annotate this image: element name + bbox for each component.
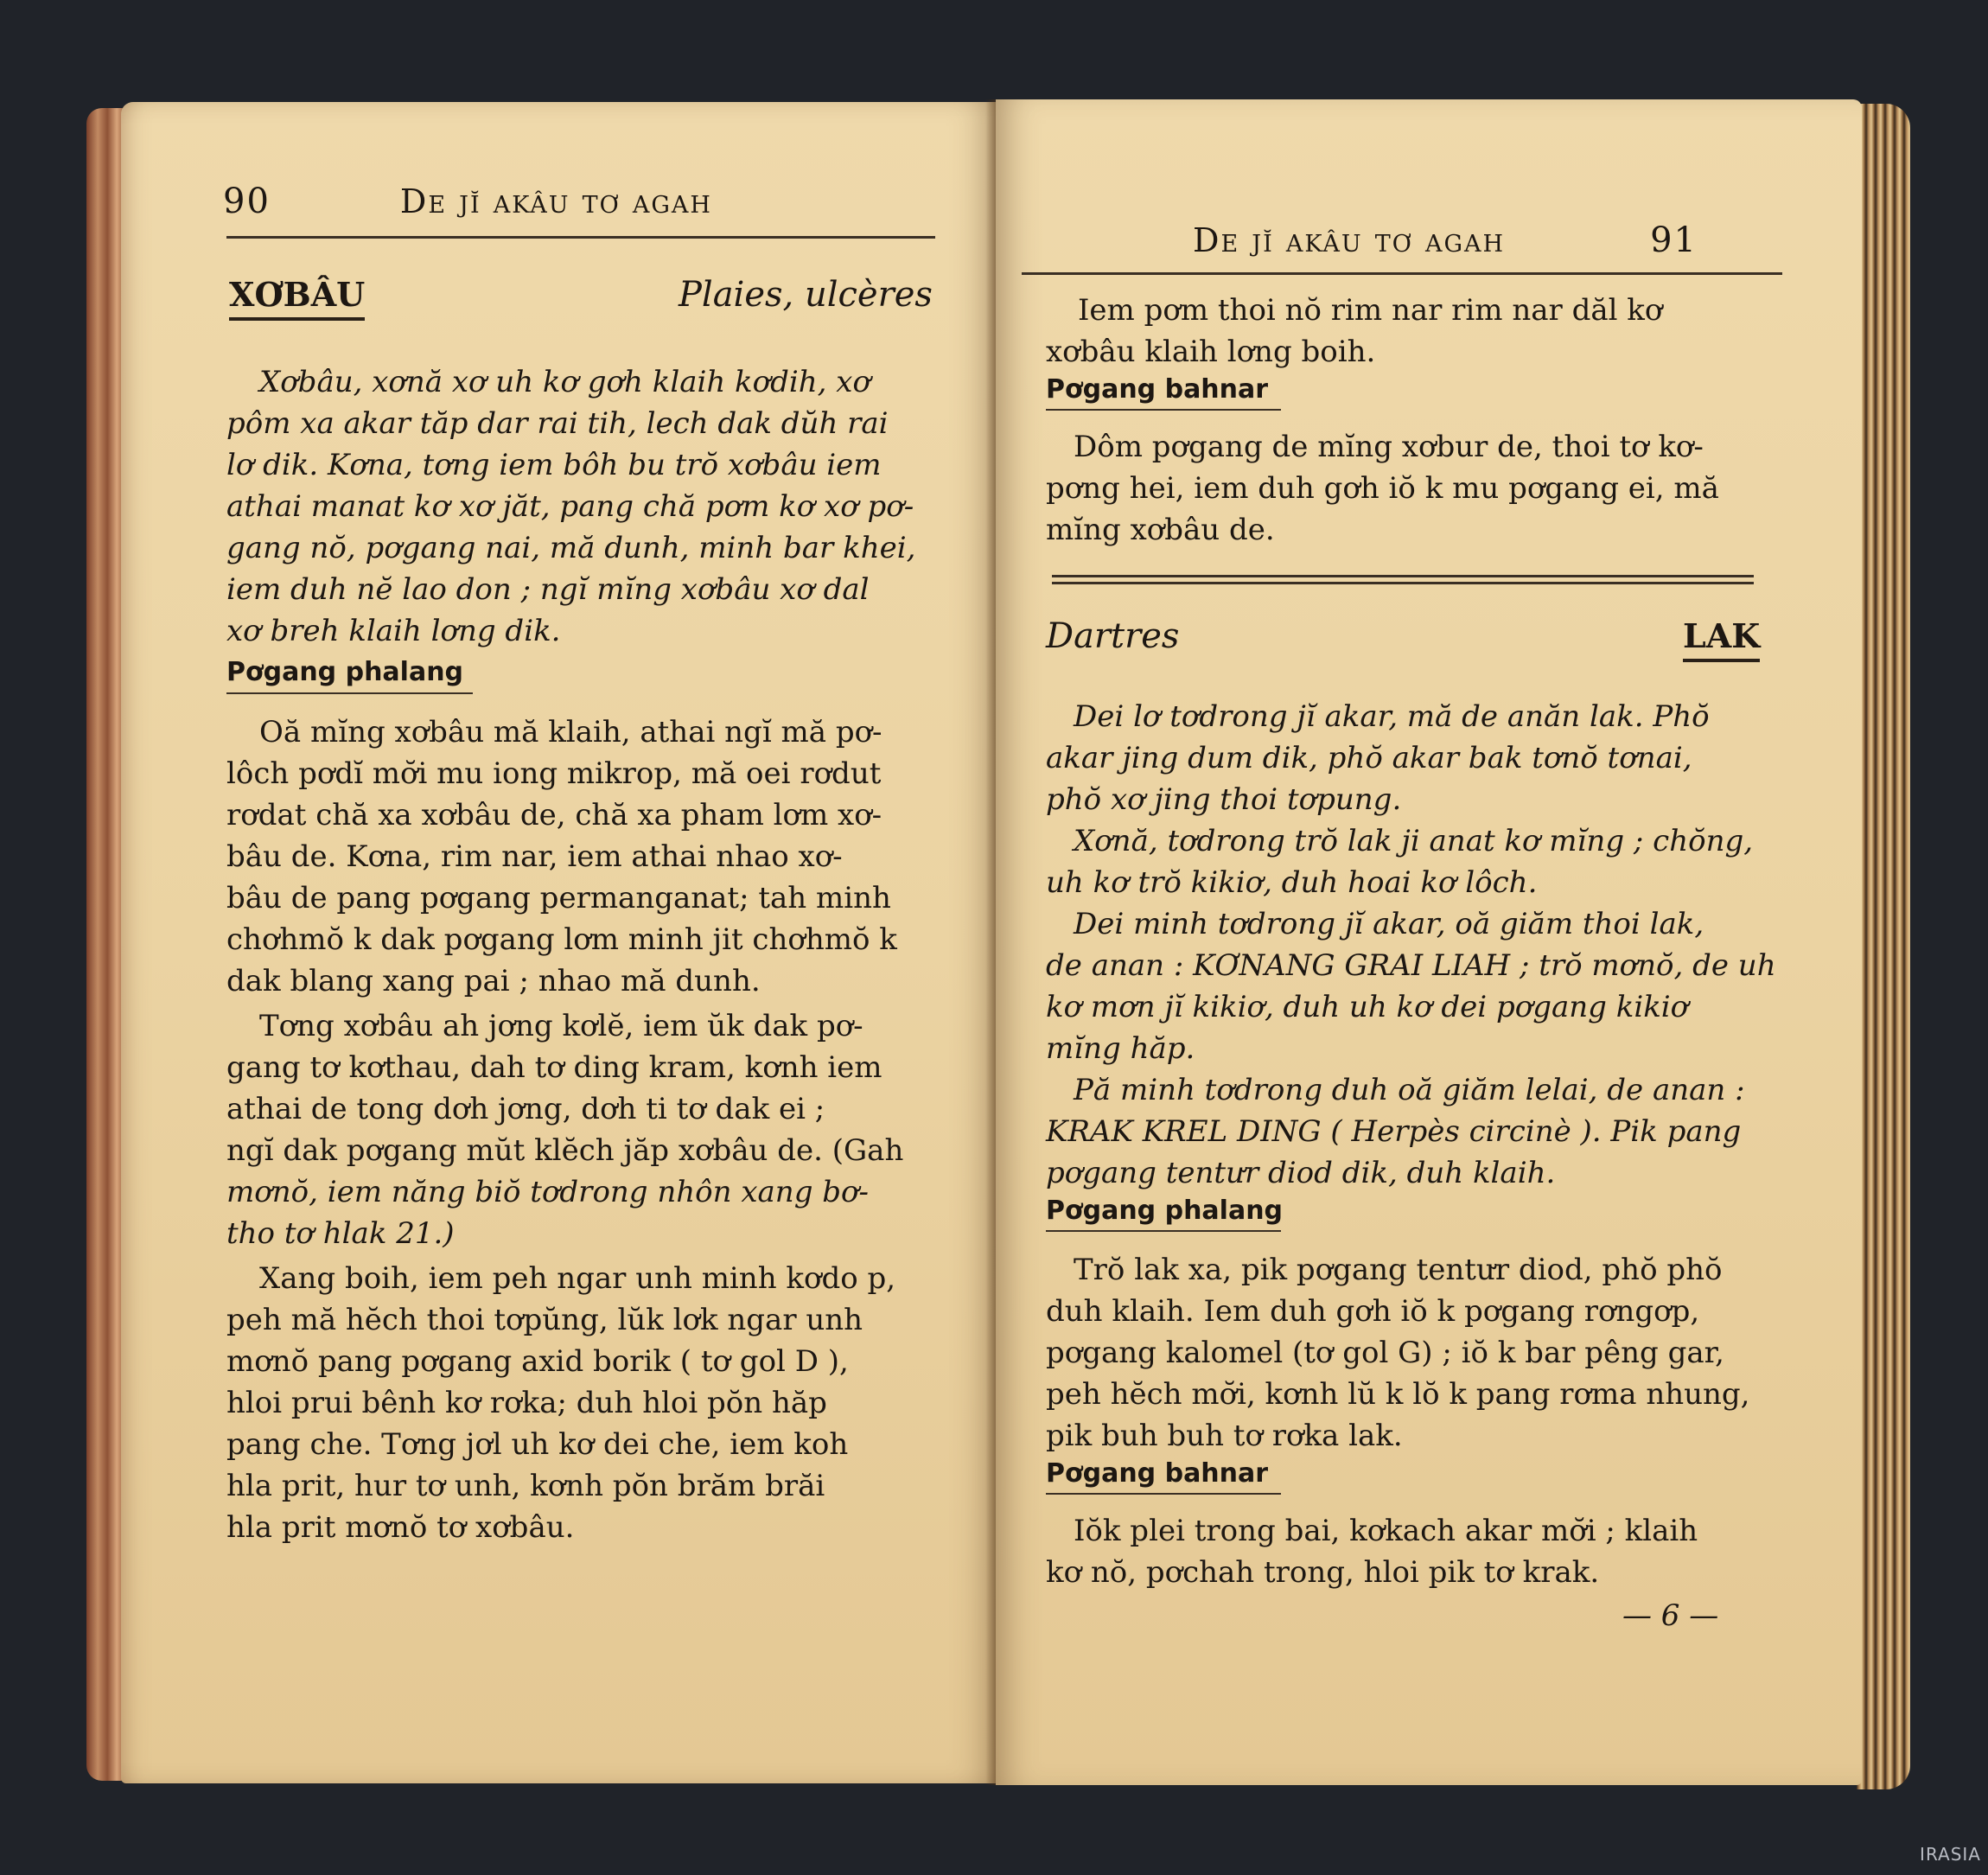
right-header-rule bbox=[1022, 272, 1782, 275]
left-header-rule bbox=[226, 236, 935, 239]
subheading-underline bbox=[1046, 1230, 1281, 1232]
left-page-number: 90 bbox=[223, 182, 271, 221]
right-running-title: De jĭ akâu tơ agah bbox=[1193, 221, 1506, 259]
text-line: phŏ xơ jing thoi tơpung. bbox=[1046, 782, 1402, 817]
text-line: bâu de pang pơgang permanganat; tah minh bbox=[226, 881, 891, 915]
text-line: mơnŏ pang pơgang axid borik ( tơ gol D ), bbox=[226, 1344, 849, 1379]
text-line: lơ dik. Kơna, tơng iem bôh bu trŏ xơbâu iem bbox=[226, 448, 882, 482]
section-divider bbox=[1052, 575, 1754, 590]
left-page bbox=[121, 102, 996, 1783]
text-line: hla prit, hur tơ unh, kơnh pŏn brăm brăi bbox=[226, 1469, 825, 1503]
text-line: athai de tong dơh jơng, dơh ti tơ dak ei ; bbox=[226, 1092, 825, 1126]
text-line: Xơbâu, xơnă xơ uh kơ gơh klaih kơdih, xơ bbox=[259, 365, 870, 399]
text-line: Trŏ lak xa, pik pơgang tentưr diod, phŏ phŏ bbox=[1074, 1253, 1723, 1287]
text-line: Xang boih, iem peh ngar unh minh kơdo p, bbox=[259, 1261, 896, 1296]
text-line: pơgang kalomel (tơ gol G) ; iŏ k bar pêng gar, bbox=[1046, 1336, 1724, 1370]
text-line: akar jing dum dik, phŏ akar bak tơnŏ tơnai, bbox=[1046, 741, 1692, 775]
text-line: iem duh nĕ lao don ; ngĭ mĭng xơbâu xơ dal bbox=[226, 572, 870, 607]
text-line: Oă mĭng xơbâu mă klaih, athai ngĭ mă pơ- bbox=[259, 715, 882, 749]
section-title-dartres: Dartres bbox=[1046, 616, 1180, 656]
text-line: xơbâu klaih lơng boih. bbox=[1046, 335, 1376, 369]
text-line: mơnŏ, iem năng biŏ tơdrong nhôn xang bơ- bbox=[226, 1175, 869, 1209]
book-edge-left bbox=[86, 108, 124, 1781]
text-line: de anan : KƠNANG GRAI LIAH ; trŏ mơnŏ, de uh bbox=[1046, 948, 1776, 983]
text-line: Dei minh tơdrong jĭ akar, oă giăm thoi lak, bbox=[1074, 907, 1704, 941]
text-line: ngĭ dak pơgang mŭt klĕch jăp xơbâu de. (Gah bbox=[226, 1133, 904, 1168]
book-edge-right bbox=[1857, 104, 1910, 1789]
text-line: chơhmŏ k dak pơgang lơm minh jit chơhmŏ k bbox=[226, 922, 897, 957]
subheading-underline bbox=[226, 692, 473, 694]
subheading-pogang-phalang: Pơgang phalang bbox=[1046, 1196, 1284, 1226]
left-header bbox=[223, 182, 712, 221]
text-line: Dôm pơgang de mĭng xơbur de, thoi tơ kơ- bbox=[1074, 430, 1704, 464]
text-line: xơ breh klaih lơng dik. bbox=[226, 614, 561, 648]
right-header bbox=[1193, 220, 1698, 260]
text-line: Xơnă, tơdrong trŏ lak ji anat kơ mĭng ; chŏng, bbox=[1074, 824, 1754, 858]
subheading-pogang-phalang: Pơgang phalang bbox=[226, 657, 464, 687]
text-line: Iŏk plei trong bai, kơkach akar mơ̆i ; klaih bbox=[1074, 1514, 1698, 1548]
subheading-underline bbox=[1046, 409, 1281, 411]
text-line: tho tơ hlak 21.) bbox=[226, 1216, 455, 1251]
right-page-number: 91 bbox=[1650, 220, 1698, 260]
text-line: hla prit mơnŏ tơ xơbâu. bbox=[226, 1510, 575, 1545]
printer-signature: — 6 — bbox=[1622, 1598, 1719, 1633]
text-line: Dei lơ tơdrong jĭ akar, mă de anăn lak. Phŏ bbox=[1074, 699, 1710, 734]
text-line: peh hĕch mơ̆i, kơnh lŭ k lŏ k pang rơma nhung, bbox=[1046, 1377, 1750, 1412]
text-line: mĭng hăp. bbox=[1046, 1031, 1195, 1066]
text-line: mĭng xơbâu de. bbox=[1046, 513, 1275, 547]
text-line: kơ mơn jĭ kikiơ, duh uh kơ dei pơgang kikiơ bbox=[1046, 990, 1689, 1024]
text-line: pơng hei, iem duh gơh iŏ k mu pơgang ei, mă bbox=[1046, 471, 1719, 506]
text-line: athai manat kơ xơ jăt, pang chă pơm kơ xơ pơ- bbox=[226, 489, 914, 524]
text-line: hloi prui bênh kơ rơka; duh hloi pŏn hăp bbox=[226, 1386, 827, 1420]
text-line: pang che. Tơng jơl uh kơ dei che, iem koh bbox=[226, 1427, 849, 1462]
left-running-title: De jĭ akâu tơ agah bbox=[399, 182, 712, 220]
text-line: peh mă hĕch thoi tơpŭng, lŭk lơk ngar unh bbox=[226, 1303, 863, 1337]
subheading-pogang-bahnar: Pơgang bahnar bbox=[1046, 374, 1269, 405]
text-line: Tơng xơbâu ah jơng kơlĕ, iem ŭk dak pơ- bbox=[259, 1009, 863, 1043]
watermark: IRASIA bbox=[1920, 1844, 1981, 1865]
text-line: kơ nŏ, pơchah trong, hloi pik tơ krak. bbox=[1046, 1555, 1600, 1590]
section-title-lak: LAK bbox=[1683, 616, 1760, 662]
subheading-underline bbox=[1046, 1493, 1281, 1495]
text-line: gang tơ kơthau, dah tơ ding kram, kơnh iem bbox=[226, 1050, 882, 1085]
text-line: dak blang xang pai ; nhao mă dunh. bbox=[226, 964, 761, 998]
text-line: pơgang tentưr diod dik, duh klaih. bbox=[1046, 1156, 1556, 1190]
text-line: uh kơ trŏ kikiơ, duh hoai kơ lôch. bbox=[1046, 865, 1538, 900]
text-line: Iem pơm thoi nŏ rim nar rim nar dăl kơ bbox=[1078, 293, 1663, 328]
right-page bbox=[996, 99, 1862, 1785]
section-title-xobau: XƠBÂU bbox=[229, 275, 365, 321]
text-line: rơdat chă xa xơbâu de, chă xa pham lơm xơ- bbox=[226, 798, 882, 832]
text-line: pik buh buh tơ rơka lak. bbox=[1046, 1419, 1403, 1453]
text-line: Pă minh tơdrong duh oă giăm lelai, de anan : bbox=[1074, 1073, 1745, 1107]
text-line: pôm xa akar tăp dar rai tih, lech dak dŭh rai bbox=[226, 406, 889, 441]
text-line: gang nŏ, pơgang nai, mă dunh, minh bar khei, bbox=[226, 531, 916, 565]
text-line: KRAK KREL DING ( Herpès circinè ). Pik pang bbox=[1046, 1114, 1742, 1149]
section-title-plaies: Plaies, ulcères bbox=[679, 275, 933, 315]
text-line: duh klaih. Iem duh gơh iŏ k pơgang rơngơp, bbox=[1046, 1294, 1700, 1329]
text-line: bâu de. Kơna, rim nar, iem athai nhao xơ- bbox=[226, 839, 843, 874]
subheading-pogang-bahnar: Pơgang bahnar bbox=[1046, 1458, 1269, 1489]
text-line: lôch pơdĭ mơ̆i mu iong mikrop, mă oei rơdut bbox=[226, 756, 882, 791]
